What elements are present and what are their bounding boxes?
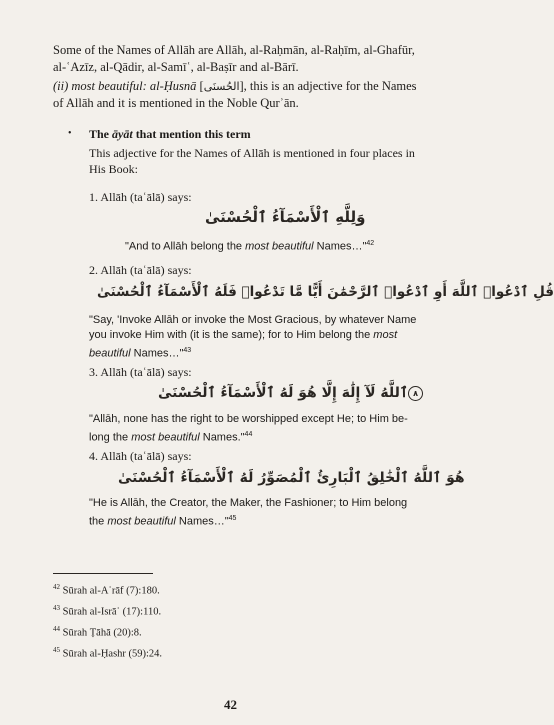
- verse-3-trans-line2-pre: long the: [89, 431, 132, 444]
- verse-4-trans-em: most beautiful: [107, 515, 176, 528]
- verse-3-trans-line2-post: Names.": [199, 431, 245, 444]
- footnote-42: [53, 580, 160, 599]
- footnote-43-num: 43: [53, 604, 60, 612]
- verse-4-trans-line2-pre: the: [89, 515, 108, 528]
- bullet-intro: This adjective for the Names of Allāh is mentioned in four places in His Book:: [89, 146, 415, 176]
- verse-3-ref: 44: [244, 431, 253, 438]
- footnote-44-text: Sūrah Ṭāhā (20):8.: [62, 627, 142, 639]
- verse-4-trans-line1: "He is Allāh, the Creator, the Maker, the Fashioner; to Him belong: [89, 497, 408, 509]
- verse-3-arabic: ٱللَّهُ لَآ إِلَٰهَ إِلَّا هُوَ لَهُ ٱلْأَسْمَآءُ ٱلْحُسْنَىٰ: [158, 385, 409, 401]
- page-number: 42: [224, 697, 237, 712]
- verse-2-ref: 43: [183, 347, 192, 354]
- verse-1-ref: 42: [366, 240, 375, 247]
- footnote-44-num: 44: [53, 625, 60, 633]
- verse-4-translation: [89, 496, 429, 530]
- section-ii-text: , this is an adjective for the Names of Allāh and it is mentioned in the Noble Qurʾān.: [53, 79, 417, 110]
- verse-3-trans-line1: "Allāh, none has the right to be worshipped except He; to Him be-: [89, 413, 408, 425]
- verse-2-trans-em: most: [373, 329, 398, 341]
- footnote-45-text: Sūrah al-Ḥashr (59):24.: [62, 648, 163, 660]
- verse-2-says: 2. Allāh (taʿālā) says:: [89, 263, 192, 277]
- verse-2-trans-line3-em: beautiful: [89, 347, 131, 360]
- section-ii-arabic: الحُسنَى: [203, 80, 240, 93]
- footnote-44: [53, 622, 142, 641]
- verse-2-arabic: قُلِ ٱدْعُوا۟ ٱللَّهَ أَوِ ٱدْعُوا۟ ٱلرَّحْمَٰنَ أَيًّا مَّا تَدْعُوا۟ فَلَهُ ٱلْأَسْمَآءُ ٱلْحُسْنَىٰ: [97, 284, 554, 300]
- footnote-45: [53, 643, 162, 662]
- verse-1-says: 1. Allāh (taʿālā) says:: [89, 190, 192, 204]
- verse-1-trans-pre: "And to Allāh belong the: [125, 240, 246, 253]
- verse-3-translation: [89, 412, 429, 446]
- bullet-heading-italic: āyāt: [112, 127, 133, 141]
- verse-4-ref: 45: [228, 515, 237, 522]
- footnote-42-num: 42: [53, 583, 60, 591]
- bullet-heading-post: that mention this term: [135, 127, 251, 141]
- bullet-heading-pre: The: [89, 127, 110, 141]
- verse-2-trans-line2: you invoke Him with (it is the same); for to Him belong the: [89, 329, 371, 341]
- verse-1-trans-post: Names…": [313, 240, 367, 253]
- footnote-divider: [53, 573, 153, 574]
- verse-1-trans-em: most beautiful: [245, 240, 314, 253]
- bullet-symbol: •: [68, 128, 72, 139]
- ayah-number-badge: ٨: [408, 386, 423, 401]
- verse-2-trans-line3-post: Names…": [130, 347, 184, 360]
- verse-4-trans-line2-post: Names…": [175, 515, 229, 528]
- intro-paragraph: Some of the Names of Allāh are Allāh, al-Raḥmān, al-Raḥīm, al-Ghafūr, al-ʿAzīz, al-Qādir, al-Samīʿ, al-Baṣīr and al-Bārī.: [53, 43, 415, 74]
- footnote-45-num: 45: [53, 646, 60, 654]
- verse-3-says: 3. Allāh (taʿālā) says:: [89, 365, 192, 379]
- bullet-heading: [89, 126, 427, 142]
- verse-4-arabic: هُوَ ٱللَّهُ ٱلْخَٰلِقُ ٱلْبَارِئُ ٱلْمُصَوِّرُ لَهُ ٱلْأَسْمَآءُ ٱلْحُسْنَىٰ: [118, 470, 465, 486]
- verse-4-says: 4. Allāh (taʿālā) says:: [89, 449, 192, 463]
- section-ii-label: (ii) most beautiful: al-Ḥusnā: [53, 79, 197, 93]
- verse-2-trans-line1: "Say, 'Invoke Allāh or invoke the Most Gracious, by whatever Name: [89, 314, 417, 326]
- footnote-43-text: Sūrah al-Isrāʾ (17):110.: [62, 606, 162, 618]
- footnote-43: [53, 601, 161, 620]
- footnote-42-text: Sūrah al-Aʿrāf (7):180.: [62, 585, 160, 597]
- verse-3-arabic-line: [158, 385, 426, 401]
- verse-1-arabic: وَلِلَّهِ ٱلْأَسْمَآءُ ٱلْحُسْنَىٰ: [205, 208, 366, 226]
- verse-1-translation: [125, 236, 374, 255]
- verse-3-trans-em: most beautiful: [131, 431, 200, 444]
- verse-2-translation: [89, 313, 429, 362]
- section-ii-paragraph: (ii) most beautiful: al-Ḥusnā [الحُسنَى], this is an adjective for the Names of Allāh and it is mentioned in the Noble Qurʾān.: [53, 79, 417, 110]
